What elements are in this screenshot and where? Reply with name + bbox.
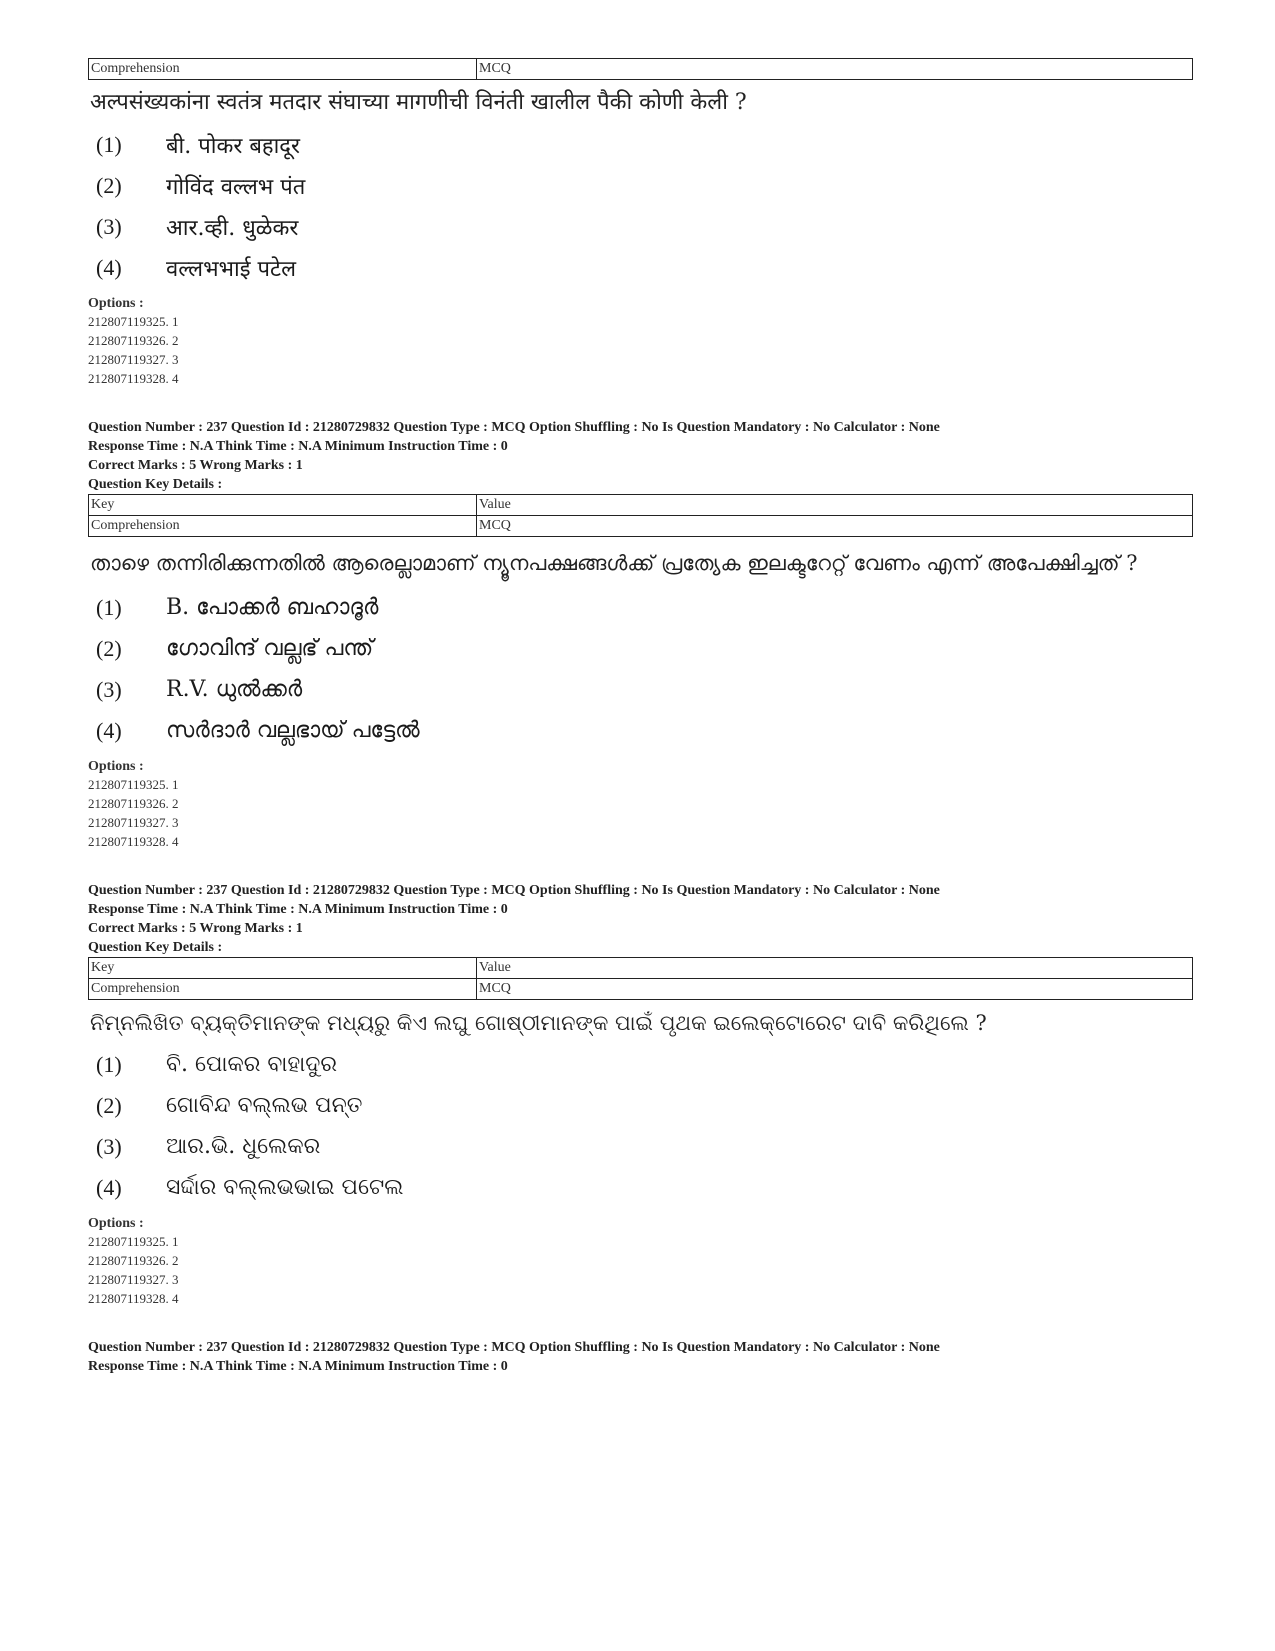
option-id: 212807119328. 4	[88, 371, 179, 386]
question-meta: Question Number : 237 Question Id : 21280729832 Question Type : MCQ Option Shuffling : No Is Question Mandatory : No Calculator : None	[88, 1340, 940, 1355]
option-text: ବି. ପୋକର ବାହାଦୁର	[166, 1052, 338, 1077]
option-text: गोविंद वल्लभ पंत	[166, 174, 306, 200]
option-id: 212807119326. 2	[88, 1253, 179, 1268]
key-table	[88, 494, 1193, 537]
marks-line: Correct Marks : 5 Wrong Marks : 1	[88, 921, 303, 936]
option-text: ସର୍ଦ୍ଦାର ବଲ୍ଲଭଭାଇ ପଟେଲ	[166, 1175, 404, 1200]
question-text: താഴെ തന്നിരിക്കുന്നതിൽ ആരെല്ലാമാണ് ന്യൂനപക്ഷങ്ങൾക്ക് പ്രത്യേക ഇലക്ടറേറ്റ് വേണം എന്ന് അപേക്ഷിച്ചത് ?	[90, 551, 1138, 575]
option-number: (3)	[96, 1133, 122, 1159]
option-text: ഗോവിന്ദ് വല്ലഭ് പന്ത്	[166, 636, 374, 661]
key-cell: Key	[89, 958, 477, 979]
option-id: 212807119327. 3	[88, 1272, 179, 1287]
key-cell: Key	[89, 495, 477, 516]
option-item	[88, 1085, 1193, 1126]
option-id: 212807119325. 1	[88, 314, 179, 329]
value-cell: MCQ	[477, 59, 1193, 80]
table-row	[89, 59, 1193, 80]
option-text: बी. पोकर बहादूर	[166, 133, 300, 159]
option-id: 212807119326. 2	[88, 796, 179, 811]
option-id: 212807119325. 1	[88, 1234, 179, 1249]
option-item	[88, 1167, 1193, 1208]
question-block	[88, 58, 1193, 388]
option-id: 212807119328. 4	[88, 834, 179, 849]
option-number: (2)	[96, 172, 122, 198]
option-text: ଗୋବିନ୍ଦ ବଲ୍ଲଭ ପନ୍ତ	[166, 1093, 363, 1118]
question-block	[88, 1338, 1193, 1376]
options-label: Options :	[88, 1216, 144, 1231]
key-cell: Comprehension	[89, 59, 477, 80]
options-label: Options :	[88, 296, 144, 311]
key-details-label: Question Key Details :	[88, 477, 223, 492]
question-meta: Response Time : N.A Think Time : N.A Minimum Instruction Time : 0	[88, 902, 508, 917]
question-meta: Question Number : 237 Question Id : 21280729832 Question Type : MCQ Option Shuffling : No Is Question Mandatory : No Calculator : None	[88, 420, 940, 435]
value-cell: Value	[477, 495, 1193, 516]
option-item	[88, 247, 1193, 288]
option-text: R.V. ധുൽക്കർ	[166, 677, 303, 702]
question-paper-page	[88, 58, 1193, 1376]
option-number: (2)	[96, 635, 122, 661]
marks-line: Correct Marks : 5 Wrong Marks : 1	[88, 458, 303, 473]
option-text: ଆର.ଭି. ଧୁଲେକର	[166, 1134, 321, 1159]
option-text: वल्लभभाई पटेल	[166, 256, 296, 282]
question-text: अल्पसंख्यकांना स्वतंत्र मतदार संघाच्या मागणीची विनंती खालील पैकी कोणी केली ?	[90, 90, 747, 115]
option-id: 212807119327. 3	[88, 352, 179, 367]
option-item	[88, 124, 1193, 165]
question-meta: Response Time : N.A Think Time : N.A Minimum Instruction Time : 0	[88, 1359, 508, 1374]
option-id: 212807119327. 3	[88, 815, 179, 830]
option-number: (1)	[96, 1051, 122, 1077]
question-meta: Response Time : N.A Think Time : N.A Minimum Instruction Time : 0	[88, 439, 508, 454]
option-text: B. പോക്കർ ബഹാദൂർ	[166, 595, 379, 620]
option-id: 212807119326. 2	[88, 333, 179, 348]
option-text: സർദാർ വല്ലഭായ് പട്ടേൽ	[166, 718, 420, 743]
option-number: (4)	[96, 717, 122, 743]
option-item	[88, 628, 1193, 669]
option-number: (4)	[96, 1174, 122, 1200]
option-item	[88, 206, 1193, 247]
key-table	[88, 957, 1193, 1000]
key-details-label: Question Key Details :	[88, 940, 223, 955]
option-number: (3)	[96, 676, 122, 702]
question-meta: Question Number : 237 Question Id : 21280729832 Question Type : MCQ Option Shuffling : No Is Question Mandatory : No Calculator : None	[88, 883, 940, 898]
options-label: Options :	[88, 759, 144, 774]
value-cell: MCQ	[477, 979, 1193, 1000]
question-block	[88, 418, 1193, 851]
table-row	[89, 495, 1193, 516]
key-cell: Comprehension	[89, 979, 477, 1000]
option-number: (1)	[96, 594, 122, 620]
table-row	[89, 958, 1193, 979]
option-item	[88, 587, 1193, 628]
option-item	[88, 165, 1193, 206]
question-block	[88, 881, 1193, 1308]
option-id: 212807119328. 4	[88, 1291, 179, 1306]
option-number: (3)	[96, 213, 122, 239]
option-number: (4)	[96, 254, 122, 280]
option-item	[88, 669, 1193, 710]
option-id: 212807119325. 1	[88, 777, 179, 792]
option-item	[88, 1044, 1193, 1085]
option-text: आर.व्ही. धुळेकर	[166, 215, 299, 241]
table-row	[89, 979, 1193, 1000]
key-table	[88, 58, 1193, 80]
option-item	[88, 1126, 1193, 1167]
key-cell: Comprehension	[89, 516, 477, 537]
option-number: (1)	[96, 131, 122, 157]
question-text: ନିମ୍ନଲିଖିତ ବ୍ୟକ୍ତିମାନଙ୍କ ମଧ୍ୟରୁ କିଏ ଲଘୁ ଗୋଷ୍ଠୀମାନଙ୍କ ପାଇଁ ପୃଥକ ଇଲେକ୍ଟୋରେଟ ଦାବି କରିଥିଲେ ?	[90, 1011, 987, 1035]
value-cell: MCQ	[477, 516, 1193, 537]
value-cell: Value	[477, 958, 1193, 979]
option-number: (2)	[96, 1092, 122, 1118]
option-item	[88, 710, 1193, 751]
table-row	[89, 516, 1193, 537]
